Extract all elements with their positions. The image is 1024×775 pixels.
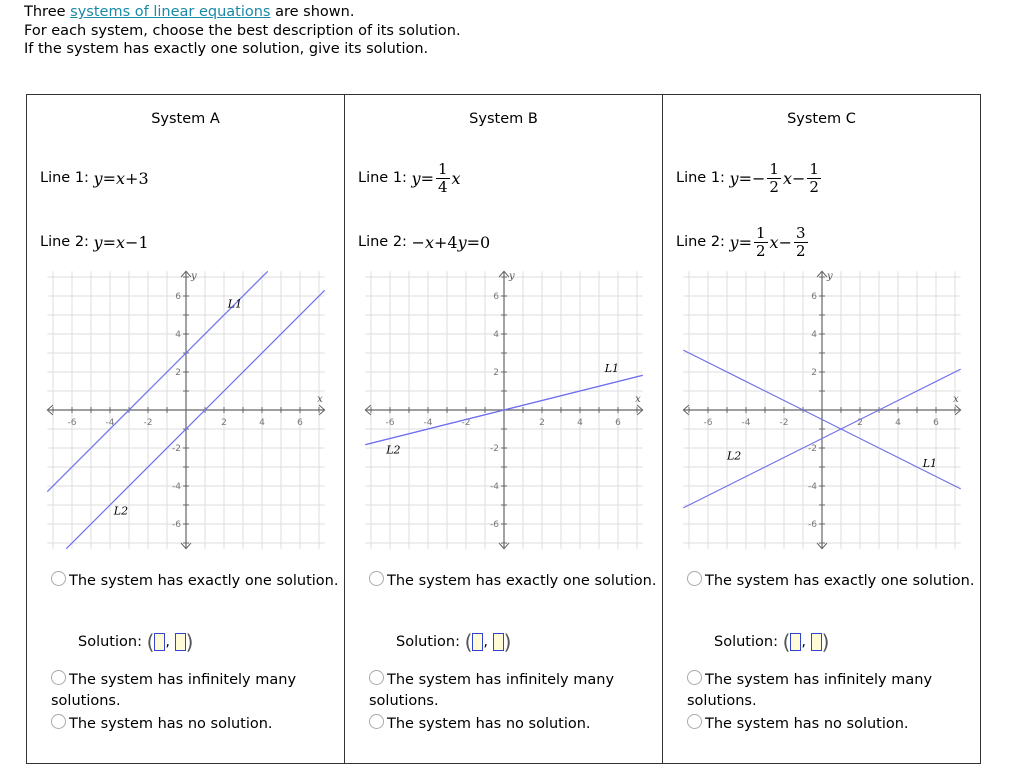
operator: +3 xyxy=(125,168,149,188)
y-tick-label: -6 xyxy=(172,520,181,530)
fraction xyxy=(754,225,768,260)
option-label: The system has infinitely many solutions. xyxy=(369,672,615,709)
x-tick-label: -2 xyxy=(461,418,471,428)
x-axis-label: x xyxy=(953,394,959,405)
option-label: The system has exactly one solution. xyxy=(69,573,339,589)
y-tick-label: 4 xyxy=(811,330,817,340)
radio-button[interactable] xyxy=(687,714,702,729)
x-tick-label: -6 xyxy=(703,418,713,428)
x-tick-label: 6 xyxy=(933,418,939,428)
radio-button[interactable] xyxy=(51,714,66,729)
line-label: Line 1: xyxy=(676,170,730,186)
x-tick-label: 6 xyxy=(297,418,303,428)
line-1-equation xyxy=(40,158,149,198)
y-tick-label: 4 xyxy=(175,330,181,340)
y-tick-label: -4 xyxy=(808,482,817,492)
operator: = xyxy=(738,232,752,252)
operator: = xyxy=(102,232,116,252)
option-infinitely-many[interactable] xyxy=(687,670,979,712)
fraction xyxy=(807,161,821,196)
x-tick-label: 2 xyxy=(221,418,227,428)
x-tick-label: -4 xyxy=(741,418,751,428)
x-tick-label: 2 xyxy=(857,418,863,428)
y-axis-label: y xyxy=(191,270,197,282)
x-tick-label: 4 xyxy=(577,418,583,428)
radio-button[interactable] xyxy=(687,571,702,586)
denominator: 2 xyxy=(756,241,766,260)
close-paren: ) xyxy=(821,630,830,654)
radio-button[interactable] xyxy=(51,571,66,586)
solution-x-input[interactable] xyxy=(472,633,483,651)
intro-line-2: For each system, choose the best description of its solution. xyxy=(24,22,461,39)
x-tick-label: 4 xyxy=(259,418,265,428)
y-tick-label: -6 xyxy=(490,520,499,530)
x-axis-label: x xyxy=(635,394,641,405)
operator: − xyxy=(791,168,806,188)
y-tick-label: 6 xyxy=(493,292,499,302)
intro-text: Three xyxy=(24,4,71,20)
solution-label: Solution: xyxy=(78,634,142,650)
variable: y xyxy=(457,232,467,252)
operator: =0 xyxy=(466,232,491,252)
variable: y xyxy=(93,232,103,252)
coordinate-graph xyxy=(677,265,967,555)
numerator: 1 xyxy=(438,159,448,178)
line-label: Line 2: xyxy=(676,234,730,250)
numerator: 1 xyxy=(809,159,819,178)
variable: x xyxy=(116,168,126,188)
system-c-panel xyxy=(663,95,980,763)
system-title: System B xyxy=(469,111,538,127)
option-label: The system has no solution. xyxy=(705,716,909,732)
comma: , xyxy=(483,634,488,650)
solution-y-input[interactable] xyxy=(175,633,186,651)
numerator: 3 xyxy=(795,223,806,242)
solution-y-input[interactable] xyxy=(493,633,504,651)
radio-button[interactable] xyxy=(369,670,384,685)
denominator: 2 xyxy=(795,241,806,260)
fraction xyxy=(436,161,450,196)
x-tick-label: -2 xyxy=(779,418,789,428)
option-no-solution[interactable] xyxy=(687,714,979,735)
y-tick-label: -2 xyxy=(808,444,817,454)
intro-line-3: If the system has exactly one solution, give its solution. xyxy=(24,41,429,57)
line-label: Line 1: xyxy=(358,170,412,186)
line-label-l1: L1 xyxy=(604,362,620,375)
variable: y xyxy=(729,232,739,252)
comma: , xyxy=(165,634,170,650)
y-tick-label: 4 xyxy=(493,330,499,340)
line-2-equation xyxy=(40,222,149,262)
option-exactly-one[interactable] xyxy=(687,571,979,592)
operator: =− xyxy=(738,168,766,188)
option-label: The system has no solution. xyxy=(387,716,591,732)
coordinate-graph xyxy=(41,265,331,555)
radio-button[interactable] xyxy=(687,670,702,685)
line-label: Line 2: xyxy=(40,234,94,250)
coordinate-graph xyxy=(359,265,649,555)
solution-label: Solution: xyxy=(396,634,460,650)
option-label: The system has no solution. xyxy=(69,716,273,732)
variable: x xyxy=(451,168,461,188)
systems-table xyxy=(26,94,981,764)
system-title: System C xyxy=(787,111,856,127)
option-infinitely-many[interactable] xyxy=(51,670,343,712)
radio-button[interactable] xyxy=(51,670,66,685)
x-tick-label: -6 xyxy=(67,418,77,428)
systems-link[interactable]: systems of linear equations xyxy=(70,4,271,20)
denominator: 2 xyxy=(769,177,779,196)
close-paren: ) xyxy=(503,630,512,654)
solution-x-input[interactable] xyxy=(790,633,801,651)
solution-x-input[interactable] xyxy=(154,633,165,651)
solution-label: Solution: xyxy=(714,634,778,650)
y-tick-label: -2 xyxy=(490,444,499,454)
variable: x xyxy=(769,232,779,252)
solution-row xyxy=(714,630,829,654)
x-axis-label: x xyxy=(317,394,323,405)
option-exactly-one[interactable] xyxy=(51,571,343,592)
solution-row xyxy=(396,630,511,654)
x-tick-label: -4 xyxy=(105,418,115,428)
line-1-equation xyxy=(358,158,461,198)
operator: − xyxy=(778,232,792,252)
x-tick-label: 6 xyxy=(615,418,621,428)
option-label: The system has infinitely many solutions. xyxy=(687,672,933,709)
y-axis-label: y xyxy=(827,270,833,282)
x-tick-label: -2 xyxy=(143,418,153,428)
option-no-solution[interactable] xyxy=(51,714,343,735)
line-label: Line 1: xyxy=(40,170,94,186)
open-paren: ( xyxy=(146,630,155,654)
numerator: 1 xyxy=(769,159,779,178)
line-2-equation xyxy=(676,222,810,262)
x-tick-label: 4 xyxy=(895,418,901,428)
fraction xyxy=(794,225,808,260)
x-tick-label: -4 xyxy=(423,418,433,428)
fraction xyxy=(767,161,781,196)
system-title: System A xyxy=(151,111,220,127)
option-infinitely-many[interactable] xyxy=(369,670,661,712)
system-a-panel xyxy=(27,95,345,763)
system-b-panel xyxy=(345,95,663,763)
line-label-l1: L1 xyxy=(922,457,938,470)
open-paren: ( xyxy=(782,630,791,654)
line-label-l1: L1 xyxy=(227,297,243,311)
variable: y xyxy=(93,168,103,188)
y-tick-label: 2 xyxy=(811,368,817,378)
y-tick-label: -6 xyxy=(808,520,817,530)
instructions xyxy=(24,3,461,59)
y-tick-label: 2 xyxy=(175,368,181,378)
operator: = xyxy=(420,168,434,188)
line-label: Line 2: xyxy=(358,234,412,250)
y-tick-label: 2 xyxy=(493,368,499,378)
option-no-solution[interactable] xyxy=(369,714,661,735)
intro-text: are shown. xyxy=(270,4,355,20)
line-1-equation xyxy=(676,158,823,198)
variable: x xyxy=(116,232,126,252)
variable: y xyxy=(411,168,421,188)
solution-row xyxy=(78,630,193,654)
line-label-l2: L2 xyxy=(386,443,401,457)
open-paren: ( xyxy=(464,630,473,654)
comma: , xyxy=(801,634,806,650)
option-label: The system has infinitely many solutions. xyxy=(51,672,297,709)
y-tick-label: -2 xyxy=(172,444,181,454)
operator: −1 xyxy=(125,232,149,252)
denominator: 2 xyxy=(809,177,819,196)
line-label-l2: L2 xyxy=(727,449,742,463)
y-tick-label: 6 xyxy=(175,292,181,302)
variable: y xyxy=(729,168,739,188)
operator: +4 xyxy=(433,232,458,252)
numerator: 1 xyxy=(756,223,766,242)
variable: x xyxy=(424,232,434,252)
radio-button[interactable] xyxy=(369,571,384,586)
y-axis-label: y xyxy=(509,270,515,282)
operator: − xyxy=(411,232,425,252)
solution-y-input[interactable] xyxy=(811,633,822,651)
variable: x xyxy=(782,168,792,188)
operator: = xyxy=(102,168,116,188)
option-label: The system has exactly one solution. xyxy=(705,573,975,589)
line-2-equation xyxy=(358,222,490,262)
close-paren: ) xyxy=(185,630,194,654)
y-tick-label: -4 xyxy=(490,482,499,492)
radio-button[interactable] xyxy=(369,714,384,729)
x-tick-label: 2 xyxy=(539,418,545,428)
y-tick-label: 6 xyxy=(811,292,817,302)
option-exactly-one[interactable] xyxy=(369,571,661,592)
line-label-l2: L2 xyxy=(113,504,129,518)
denominator: 4 xyxy=(438,177,448,196)
y-tick-label: -4 xyxy=(172,482,181,492)
x-tick-label: -6 xyxy=(385,418,395,428)
option-label: The system has exactly one solution. xyxy=(387,573,657,589)
